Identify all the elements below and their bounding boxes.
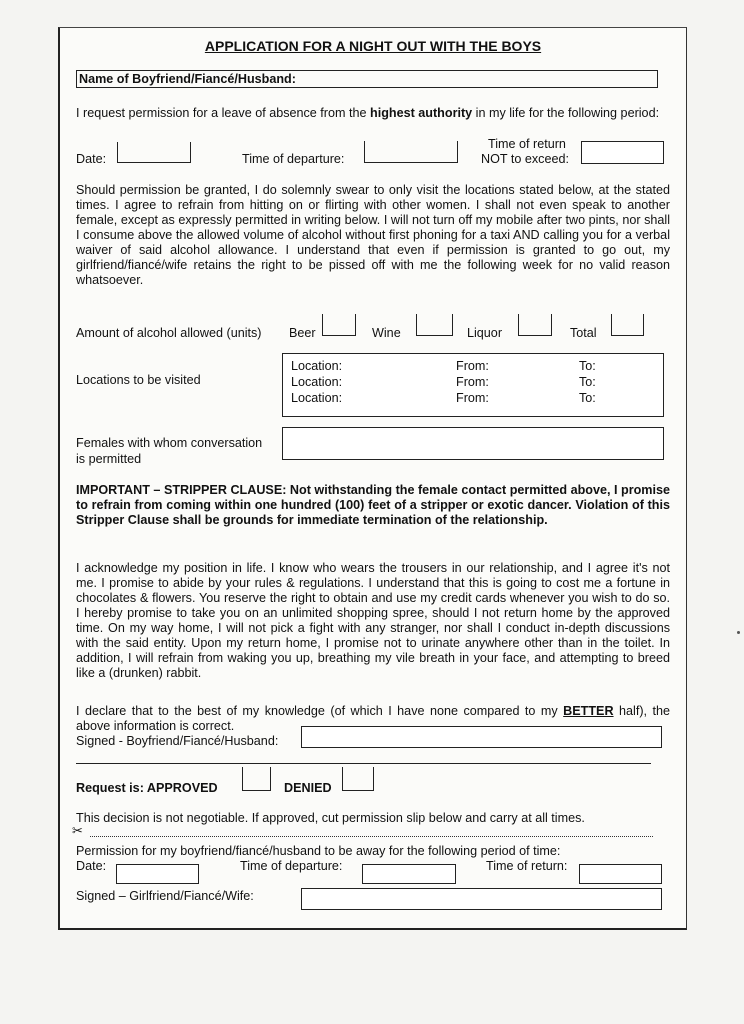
liquor-label: Liquor	[467, 326, 503, 340]
liquor-input[interactable]	[518, 314, 552, 336]
declaration: I declare that to the best of my knowledge (of which I have none compared to my BETTER half), the above information is correct.	[76, 704, 670, 733]
beer-label: Beer	[289, 326, 316, 340]
total-label: Total	[570, 326, 597, 340]
stripper-clause: IMPORTANT – STRIPPER CLAUSE: Not withstanding the female contact permitted above, I promise to refrain from coming within one hundred (100) feet of a stripper or exotic dancer. Violation of this Stripper Clause shall be grounds for immediate termination of the relationship.	[76, 483, 670, 527]
oath-paragraph: Should permission be granted, I do solemnly swear to only visit the locations stated below, at the stated times. I agree to refrain from hitting on or flirting with other women. I shall not even speak to another female, except as expressly permitted in writing below. I will not turn off my mobile after two pints, nor shall I consume above the allowed volume of alcohol without first phoning for a taxi AND calling you for a verbal waiver of said alcohol allowance. I understand that even if permission is granted to go out, my girlfriend/fiancé/wife retains the right to be pissed off with me the following week for no valid reason whatsoever.	[76, 183, 670, 287]
from-row-2: From:	[456, 375, 489, 389]
slip-date-input[interactable]	[116, 864, 199, 884]
cut-line	[90, 836, 653, 837]
date-input[interactable]	[117, 142, 191, 163]
females-input[interactable]	[282, 427, 664, 460]
acknowledge-paragraph: I acknowledge my position in life. I know who wears the trousers in our relationship, and I agree it's not me. I promise to abide by your rules & regulations. I understand that this is going to cost me a fortune in chocolates & flowers. You reserve the right to obtain and use my credit cards whenever you wish to do so. I hereby promise to take you on an unlimited shopping spree, should I not return home by the approved time. On my way home, I will not pick a fight with any stranger, nor shall I conduct in-depth discussions with the said entity. Upon my return home, I promise not to urinate anywhere other than in the toilet. In addition, I will refrain from waking you up, breathing my vile breath in your face, and attempting to breed like a (drunken) rabbit.	[76, 561, 670, 680]
boyfriend-name-field[interactable]	[76, 70, 658, 88]
slip-date-label: Date:	[76, 859, 107, 873]
locations-box[interactable]	[282, 353, 664, 417]
slip-intro: Permission for my boyfriend/fiancé/husband to be away for the following period of time:	[76, 844, 561, 858]
departure-input[interactable]	[364, 141, 458, 163]
to-row-1: To:	[579, 359, 596, 373]
location-row-1: Location:	[291, 359, 343, 373]
to-column	[579, 358, 596, 406]
wine-label: Wine	[372, 326, 401, 340]
page-mark	[737, 631, 740, 634]
total-input[interactable]	[611, 314, 644, 336]
signed-girlfriend-label: Signed – Girlfriend/Fiancé/Wife:	[76, 889, 254, 903]
from-column	[456, 358, 489, 406]
slip-departure-label: Time of departure:	[240, 859, 343, 873]
slip-return-input[interactable]	[579, 864, 662, 884]
decision-text: This decision is not negotiable. If approved, cut permission slip below and carry at all times.	[76, 811, 585, 825]
date-label: Date:	[76, 152, 107, 166]
females-label-line1: Females with whom conversation	[76, 436, 263, 450]
females-label-line2: is permitted	[76, 452, 142, 466]
divider-line	[76, 763, 651, 764]
location-column	[291, 358, 342, 406]
location-row-2: Location:	[291, 375, 343, 389]
scissors-icon: ✂	[72, 823, 83, 838]
return-input[interactable]	[581, 141, 664, 164]
to-row-3: To:	[579, 391, 596, 405]
from-row-3: From:	[456, 391, 489, 405]
signed-boyfriend-input[interactable]	[301, 726, 662, 748]
to-row-2: To:	[579, 375, 596, 389]
location-row-3: Location:	[291, 391, 343, 405]
application-form	[58, 27, 687, 930]
alcohol-label: Amount of alcohol allowed (units)	[76, 326, 262, 340]
signed-girlfriend-input[interactable]	[301, 888, 662, 910]
request-approved-label: Request is: APPROVED	[76, 781, 218, 795]
from-row-1: From:	[456, 359, 489, 373]
departure-label: Time of departure:	[242, 152, 345, 166]
approved-checkbox[interactable]	[242, 767, 271, 791]
slip-departure-input[interactable]	[362, 864, 456, 884]
request-intro: I request permission for a leave of absence from the highest authority in my life for the following period:	[76, 106, 660, 120]
locations-label: Locations to be visited	[76, 373, 201, 387]
wine-input[interactable]	[416, 314, 453, 336]
name-label: Name of Boyfriend/Fiancé/Husband:	[79, 72, 296, 86]
denied-checkbox[interactable]	[342, 767, 374, 791]
denied-label: DENIED	[284, 781, 332, 795]
return-label-line1: Time of return	[488, 137, 566, 151]
slip-return-label: Time of return:	[486, 859, 568, 873]
signed-boyfriend-label: Signed - Boyfriend/Fiancé/Husband:	[76, 734, 279, 748]
return-label-line2: NOT to exceed:	[481, 152, 569, 166]
beer-input[interactable]	[322, 314, 356, 336]
form-title: APPLICATION FOR A NIGHT OUT WITH THE BOYS	[204, 38, 542, 54]
